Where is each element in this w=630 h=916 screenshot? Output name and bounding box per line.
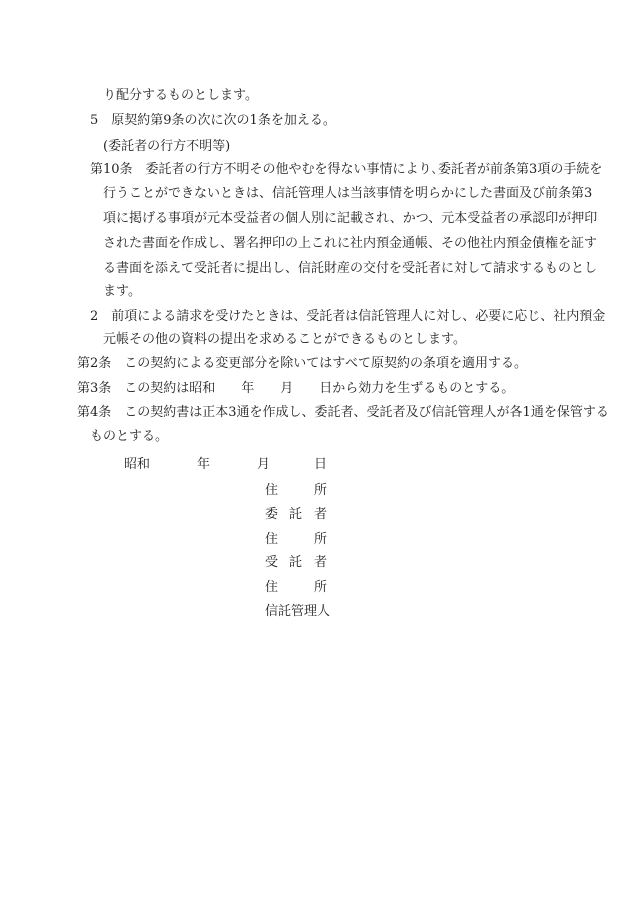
address-label: 住	[265, 483, 279, 498]
body-line: る書面を添えて受託者に提出し、信託財産の交付を受託者に対して請求するものとし	[103, 261, 598, 276]
body-line: り配分するものとします。	[103, 88, 258, 103]
address-label: 所	[314, 580, 328, 595]
article-3: 第3条 この契約は昭和 年 月 日から効力を生ずるものとする。	[77, 381, 515, 396]
trustee-label: 者	[314, 555, 328, 570]
body-line: 元帳その他の資料の提出を求めることができるものとします。	[103, 332, 466, 347]
date-year: 年	[197, 457, 211, 472]
body-line: ものとする。	[90, 429, 169, 444]
article-4: 第4条 この契約書は正本3通を作成し、委託者、受託者及び信託管理人が各1通を保管する	[77, 405, 609, 420]
trust-administrator-label: 信託管理人	[265, 604, 331, 619]
article-10: 第10条 委託者の行方不明その他やむを得ない事情により､委託者が前条第3項の手続を	[90, 162, 603, 177]
address-label: 住	[265, 580, 279, 595]
address-label: 住	[265, 532, 279, 547]
body-line: 行うことができないときは、信託管理人は当該事情を明らかにした書面及び前条第3	[103, 186, 593, 201]
trustee-label: 受	[265, 555, 279, 570]
body-line: された書面を作成し、署名押印の上これに社内預金通帳、その他社内預金債権を証す	[103, 236, 598, 251]
article-2: 第2条 この契約による変更部分を除いてはすべて原契約の条項を適用する。	[77, 356, 528, 371]
address-label: 所	[314, 532, 328, 547]
date-era: 昭和	[124, 457, 151, 472]
clause-5: 5 原契約第9条の次に次の1条を加える。	[90, 113, 336, 128]
date-month: 月	[257, 457, 271, 472]
trustee-label: 託	[289, 555, 303, 570]
trustor-label: 委	[265, 507, 279, 522]
trustor-label: 者	[314, 507, 328, 522]
article-10-para-2: 2 前項による請求を受けたときは、受託者は信託管理人に対し、必要に応じ、社内預金	[90, 309, 606, 324]
address-label: 所	[314, 483, 328, 498]
article-caption: (委託者の行方不明等)	[103, 139, 231, 154]
body-line: 項に掲げる事項が元本受益者の個人別に記載され、かつ、元本受益者の承認印が押印	[103, 211, 598, 226]
date-day: 日	[314, 457, 328, 472]
trustor-label: 託	[289, 507, 303, 522]
body-line: ます。	[103, 284, 141, 299]
